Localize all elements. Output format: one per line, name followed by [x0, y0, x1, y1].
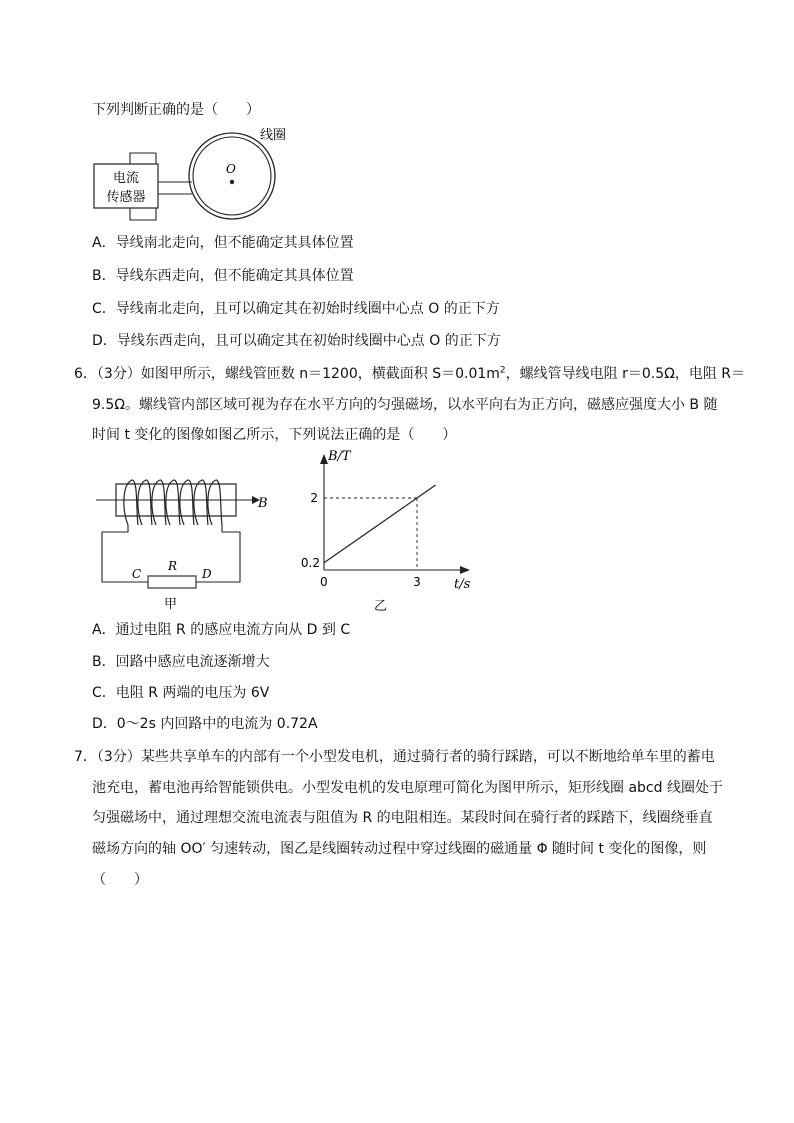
field-b-label: B	[258, 496, 268, 511]
q6-option-c: C．电阻 R 两端的电压为 6V	[92, 685, 270, 701]
coil-outer	[189, 133, 275, 219]
coil-center-label: O	[226, 162, 236, 176]
coil-lead-upper	[156, 153, 192, 182]
q6-option-b: B．回路中感应电流逐渐增大	[92, 654, 270, 670]
q7-stem-line5: （ ）	[92, 872, 148, 888]
q6-option-d: D．0～2s 内回路中的电流为 0.72A	[92, 716, 318, 732]
y-axis-arrow	[320, 454, 328, 464]
q6-stem-line1	[74, 364, 745, 384]
solenoid-turns	[124, 480, 222, 525]
sensor-label-line1: 电流	[112, 171, 140, 186]
resistor-r	[148, 576, 196, 588]
label-r: R	[168, 559, 178, 573]
coil-label: 线圈	[260, 128, 287, 143]
axes	[324, 462, 462, 570]
q5-stem: 下列判断正确的是（ ）	[92, 102, 260, 118]
q5-option-c: C．导线南北走向，且可以确定其在初始时线圈中心点 O 的正下方	[92, 301, 500, 317]
y-tick-label-0: 0.2	[300, 555, 320, 570]
b-t-series-line	[324, 485, 436, 563]
x-axis-arrow	[460, 566, 470, 574]
sensor-label-line2: 传感器	[106, 190, 146, 205]
q6-figure-jia	[92, 470, 282, 616]
q6-stem-line1-pre: 6．（3分）如图甲所示，螺线管匝数 n＝1200，横截面积 S＝0.01m	[74, 366, 500, 382]
caption-jia: 甲	[164, 597, 178, 612]
q5-option-d: D．导线东西走向，且可以确定其在初始时线圈中心点 O 的正下方	[92, 333, 501, 349]
q7-stem-line1: 7．（3分）某些共享单车的内部有一个小型发电机，通过骑行者的骑行踩踏，可以不断地给单车里的蓄电	[74, 749, 715, 765]
x-tick-label-1: 3	[413, 575, 421, 589]
x-axis-label: t/s	[454, 577, 471, 592]
coil-center-point	[230, 180, 234, 184]
caption-yi: 乙	[374, 599, 388, 614]
y-axis-label: B/T	[328, 449, 351, 464]
q5-option-a: A．导线南北走向，但不能确定其具体位置	[92, 235, 354, 251]
q6-stem-line3: 时间 t 变化的图像如图乙所示，下列说法正确的是（ ）	[92, 427, 457, 443]
coil-inner	[193, 137, 271, 215]
label-d: D	[202, 567, 212, 581]
label-c: C	[132, 567, 142, 581]
q6-stem-line2: 9.5Ω。螺线管内部区域可视为存在水平方向的匀强磁场，以水平向右为正方向，磁感应强度大小 B 随	[92, 397, 718, 413]
q6-stem-line1-post: ，螺线管导线电阻 r＝0.5Ω，电阻 R＝	[505, 366, 746, 382]
q6-option-a: A．通过电阻 R 的感应电流方向从 D 到 C	[92, 622, 351, 638]
q7-stem-line2: 池充电，蓄电池再给智能锁供电。小型发电机的发电原理可简化为图甲所示，矩形线圈 abcd 线圈处于	[92, 780, 723, 796]
q6-figure-yi	[290, 444, 480, 616]
sensor-lead-frame	[130, 153, 156, 164]
q6-stem-line1-sup: 2	[499, 365, 506, 376]
q7-stem-line4: 磁场方向的轴 OO′ 匀速转动，图乙是线圈转动过程中穿过线圈的磁通量 Φ 随时间 t 变化的图像，则	[92, 841, 707, 857]
origin-label: 0	[320, 575, 328, 589]
q5-coil-figure	[92, 124, 312, 228]
q7-stem-line3: 匀强磁场中，通过理想交流电流表与阻值为 R 的电阻相连。某段时间在骑行者的踩踏下，线圈绕垂直	[92, 810, 713, 826]
q5-option-b: B．导线东西走向，但不能确定其具体位置	[92, 268, 354, 284]
y-tick-label-1: 2	[310, 491, 318, 505]
